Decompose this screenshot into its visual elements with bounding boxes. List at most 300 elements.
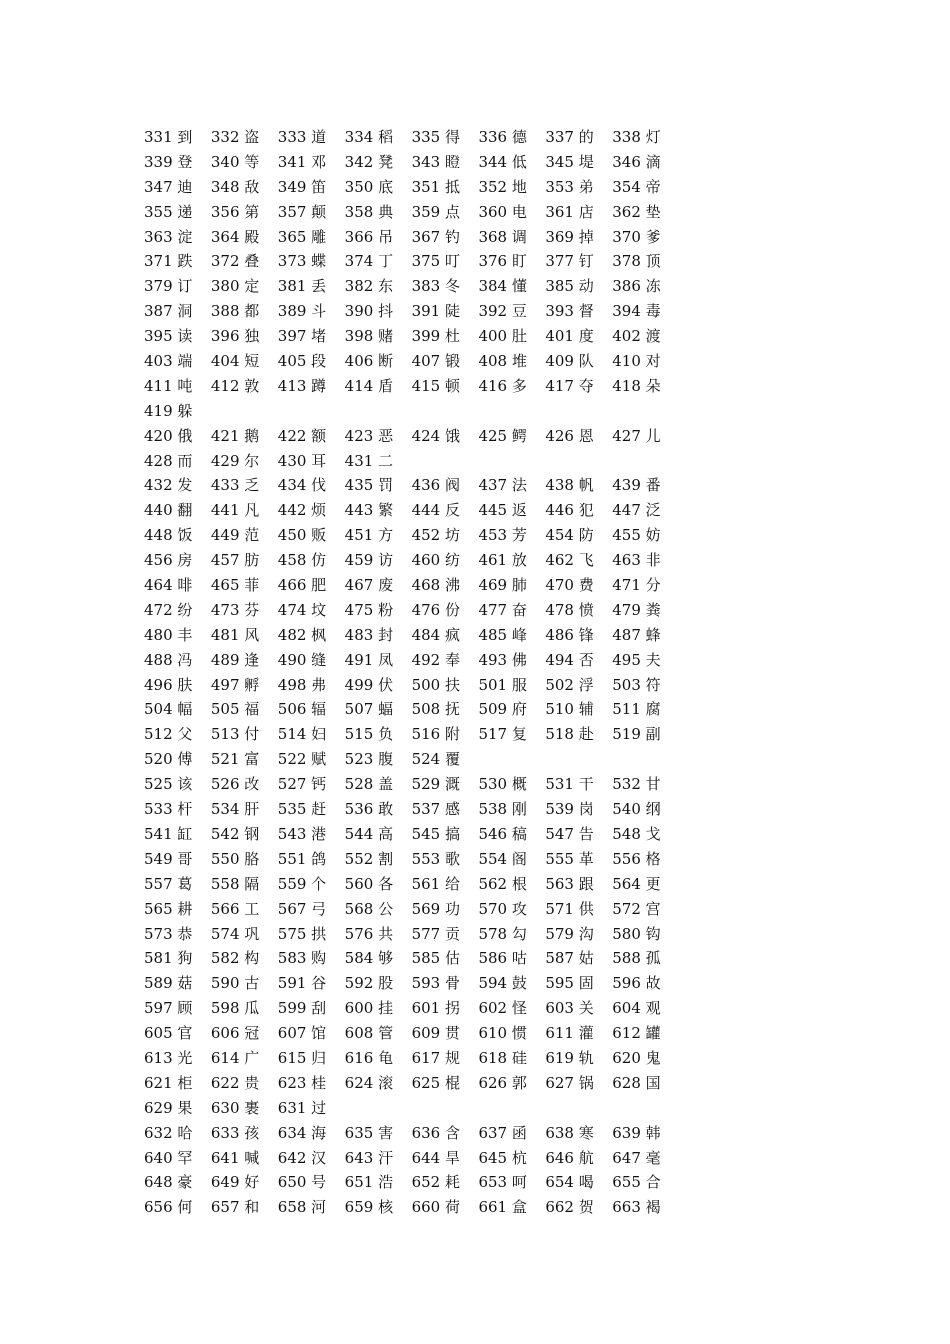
character-entry: 618 硅: [478, 1048, 527, 1067]
character-row: [144, 249, 684, 274]
character-entry: 395 读: [144, 327, 193, 346]
character-entry: 500 扶: [411, 675, 460, 694]
character-entry: 332 盗: [210, 128, 260, 146]
character-entry: 547 告: [545, 824, 594, 843]
character-entry: 543 港: [277, 824, 327, 843]
character-entry: 663 褐: [612, 1198, 661, 1217]
character-entry: 351 抵: [411, 177, 460, 196]
character-entry: 355 递: [144, 202, 193, 221]
character-row: [144, 1121, 684, 1146]
character-entry: 508 抚: [411, 700, 460, 719]
character-entry: 588 孤: [612, 949, 661, 968]
character-entry: 348 敌: [210, 177, 260, 196]
character-entry: 390 抖: [344, 302, 394, 321]
character-row: [144, 722, 684, 747]
character-entry: 595 固: [545, 974, 594, 993]
character-entry: 485 峰: [478, 625, 527, 644]
character-entry: 468 沸: [411, 576, 460, 595]
character-entry: 424 饿: [411, 426, 460, 445]
character-entry: 619 轨: [545, 1048, 594, 1067]
character-entry: 570 攻: [478, 899, 527, 918]
character-entry: 567 弓: [277, 899, 327, 918]
character-row: [144, 822, 684, 847]
character-entry: 476 份: [411, 600, 460, 619]
character-entry: 475 粉: [344, 600, 394, 619]
character-entry: 601 拐: [411, 999, 460, 1018]
character-row: [144, 648, 684, 673]
character-entry: 350 底: [344, 177, 394, 196]
character-entry: 454 防: [545, 526, 594, 545]
character-entry: 392 豆: [478, 302, 527, 321]
character-entry: 551 鸽: [277, 849, 327, 868]
character-entry: 416 多: [478, 376, 527, 395]
character-row: [144, 225, 684, 250]
character-entry: 526 改: [210, 775, 260, 794]
character-entry: 452 坊: [411, 526, 460, 545]
character-entry: 381 丢: [277, 277, 327, 296]
character-entry: 643 汗: [344, 1148, 394, 1167]
character-entry: 534 肝: [210, 800, 260, 819]
character-entry: 661 盒: [478, 1198, 527, 1217]
character-entry: 495 夫: [612, 650, 661, 669]
character-entry: 631 过: [277, 1098, 327, 1117]
character-entry: 412 敦: [210, 376, 260, 395]
character-entry: 448 饭: [144, 526, 193, 545]
character-entry: 637 函: [478, 1123, 527, 1142]
character-entry: 651 浩: [344, 1173, 394, 1192]
character-entry: 466 肥: [277, 576, 327, 595]
character-row: [144, 1096, 684, 1121]
character-entry: 660 荷: [411, 1198, 460, 1217]
character-entry: 586 咕: [478, 949, 527, 968]
character-entry: 437 法: [478, 476, 527, 495]
character-entry: 589 菇: [144, 974, 193, 993]
character-entry: 473 芬: [210, 600, 260, 619]
character-entry: 362 垫: [612, 202, 661, 221]
character-row: [144, 623, 684, 648]
character-entry: 396 独: [210, 327, 260, 346]
character-entry: 439 番: [612, 476, 661, 495]
character-row: [144, 697, 684, 722]
character-entry: 523 腹: [344, 750, 394, 769]
character-entry: 375 叮: [411, 252, 460, 271]
character-row: [144, 548, 684, 573]
character-entry: 541 缸: [144, 824, 193, 843]
character-entry: 585 估: [411, 949, 460, 968]
character-entry: 542 钢: [210, 824, 260, 843]
character-row: [144, 424, 684, 449]
character-entry: 460 纺: [411, 551, 460, 570]
character-entry: 461 放: [478, 551, 527, 570]
character-row: [144, 897, 684, 922]
character-entry: 380 定: [210, 277, 260, 296]
character-row: [144, 449, 684, 474]
character-entry: 366 吊: [344, 227, 394, 246]
character-entry: 474 坟: [277, 600, 327, 619]
character-entry: 407 锻: [411, 352, 460, 371]
character-entry: 640 罕: [144, 1148, 193, 1167]
character-entry: 428 而: [144, 451, 193, 470]
character-entry: 403 端: [144, 352, 193, 371]
character-entry: 517 复: [478, 725, 527, 744]
character-entry: 507 蝠: [344, 700, 394, 719]
character-entry: 504 幅: [144, 700, 193, 719]
character-entry: 571 供: [545, 899, 594, 918]
character-entry: 457 肪: [210, 551, 260, 570]
character-entry: 467 废: [344, 576, 394, 595]
character-entry: 629 果: [144, 1098, 193, 1117]
character-entry: 413 蹲: [277, 376, 327, 395]
character-entry: 331 到: [144, 128, 193, 146]
character-row: [144, 1170, 684, 1195]
character-entry: 372 叠: [210, 252, 260, 271]
character-entry: 564 更: [612, 874, 661, 893]
character-entry: 397 堵: [277, 327, 327, 346]
character-entry: 490 缝: [277, 650, 327, 669]
character-entry: 488 冯: [144, 650, 193, 669]
character-entry: 491 凤: [344, 650, 394, 669]
character-entry: 561 给: [411, 874, 460, 893]
character-row: [144, 299, 684, 324]
character-entry: 519 副: [612, 725, 661, 744]
character-entry: 520 傅: [144, 750, 193, 769]
character-entry: 518 赴: [545, 725, 594, 744]
character-row: [144, 598, 684, 623]
character-entry: 568 公: [344, 899, 394, 918]
character-entry: 527 钙: [277, 775, 327, 794]
character-entry: 358 典: [344, 202, 394, 221]
character-entry: 612 罐: [612, 1024, 661, 1043]
character-entry: 602 怪: [478, 999, 527, 1018]
character-entry: 544 高: [344, 824, 394, 843]
character-entry: 655 合: [612, 1173, 661, 1192]
character-entry: 419 躲: [144, 401, 193, 420]
character-entry: 582 构: [210, 949, 260, 968]
character-row: [144, 125, 684, 150]
character-entry: 583 购: [277, 949, 327, 968]
character-entry: 451 方: [344, 526, 394, 545]
character-entry: 334 稻: [344, 128, 394, 146]
character-entry: 369 掉: [545, 227, 594, 246]
character-row: [144, 797, 684, 822]
character-entry: 607 馆: [277, 1024, 327, 1043]
character-entry: 444 反: [411, 501, 460, 520]
character-entry: 422 额: [277, 426, 327, 445]
character-entry: 487 蜂: [612, 625, 661, 644]
character-entry: 553 歌: [411, 849, 460, 868]
character-entry: 347 迪: [144, 177, 193, 196]
character-entry: 365 雕: [277, 227, 327, 246]
character-row: [144, 150, 684, 175]
character-row: [144, 200, 684, 225]
character-entry: 458 仿: [277, 551, 327, 570]
character-entry: 614 广: [210, 1048, 260, 1067]
character-entry: 414 盾: [344, 376, 394, 395]
character-entry: 445 返: [478, 501, 527, 520]
character-entry: 425 鳄: [478, 426, 527, 445]
character-entry: 506 辐: [277, 700, 327, 719]
character-entry: 603 关: [545, 999, 594, 1018]
character-entry: 484 疯: [411, 625, 460, 644]
character-entry: 599 刮: [277, 999, 327, 1018]
character-entry: 501 服: [478, 675, 527, 694]
character-entry: 429 尔: [210, 451, 260, 470]
character-entry: 502 浮: [545, 675, 594, 694]
character-entry: 471 分: [612, 576, 661, 595]
character-entry: 387 洞: [144, 302, 193, 321]
character-entry: 632 哈: [144, 1123, 193, 1142]
character-entry: 562 根: [478, 874, 527, 893]
character-entry: 443 繁: [344, 501, 394, 520]
character-entry: 411 吨: [144, 376, 193, 395]
character-row: [144, 473, 684, 498]
character-entry: 576 共: [344, 924, 394, 943]
character-entry: 531 干: [545, 775, 594, 794]
character-entry: 421 鹅: [210, 426, 260, 445]
character-entry: 662 贺: [545, 1198, 594, 1217]
character-entry: 389 斗: [277, 302, 327, 321]
character-entry: 363 淀: [144, 227, 193, 246]
character-entry: 646 航: [545, 1148, 594, 1167]
character-entry: 440 翻: [144, 501, 193, 520]
character-entry: 379 订: [144, 277, 193, 296]
character-entry: 540 纲: [612, 800, 661, 819]
character-entry: 462 飞: [545, 551, 594, 570]
character-entry: 535 赶: [277, 800, 327, 819]
character-entry: 340 等: [210, 152, 260, 171]
character-entry: 479 粪: [612, 600, 661, 619]
character-entry: 463 非: [612, 551, 661, 570]
character-entry: 516 附: [411, 725, 460, 744]
character-entry: 604 观: [612, 999, 661, 1018]
character-entry: 590 古: [210, 974, 260, 993]
character-entry: 565 耕: [144, 899, 193, 918]
character-row: [144, 523, 684, 548]
character-entry: 645 杭: [478, 1148, 527, 1167]
character-entry: 464 啡: [144, 576, 193, 595]
character-list: [144, 125, 684, 1220]
character-entry: 438 帆: [545, 476, 594, 495]
character-entry: 529 溉: [411, 775, 460, 794]
character-entry: 499 伏: [344, 675, 394, 694]
character-entry: 435 罚: [344, 476, 394, 495]
character-entry: 609 贯: [411, 1024, 460, 1043]
character-entry: 399 杜: [411, 327, 460, 346]
character-entry: 536 敢: [344, 800, 394, 819]
character-entry: 377 钉: [545, 252, 594, 271]
character-entry: 580 钩: [612, 924, 661, 943]
character-entry: 558 隔: [210, 874, 260, 893]
character-row: [144, 772, 684, 797]
character-entry: 533 杆: [144, 800, 193, 819]
character-entry: 359 点: [411, 202, 460, 221]
character-entry: 378 顶: [612, 252, 661, 271]
character-entry: 465 菲: [210, 576, 260, 595]
character-entry: 450 贩: [277, 526, 327, 545]
character-entry: 342 凳: [344, 152, 394, 171]
character-entry: 373 蝶: [277, 252, 327, 271]
character-entry: 593 骨: [411, 974, 460, 993]
character-entry: 446 犯: [545, 501, 594, 520]
character-entry: 597 顾: [144, 999, 193, 1018]
character-row: [144, 1146, 684, 1171]
character-entry: 408 堆: [478, 352, 527, 371]
character-entry: 449 范: [210, 526, 260, 545]
character-entry: 594 鼓: [478, 974, 527, 993]
character-entry: 635 害: [344, 1123, 394, 1142]
character-entry: 627 锅: [545, 1073, 594, 1092]
character-entry: 427 儿: [612, 426, 661, 445]
character-row: [144, 175, 684, 200]
character-entry: 647 毫: [612, 1148, 661, 1167]
character-entry: 442 烦: [277, 501, 327, 520]
character-entry: 617 规: [411, 1048, 460, 1067]
character-entry: 337 的: [545, 128, 594, 146]
character-entry: 356 第: [210, 202, 260, 221]
character-entry: 548 戈: [612, 824, 661, 843]
character-entry: 515 负: [344, 725, 394, 744]
character-entry: 493 佛: [478, 650, 527, 669]
character-entry: 433 乏: [210, 476, 260, 495]
character-entry: 393 督: [545, 302, 594, 321]
character-entry: 630 裹: [210, 1098, 260, 1117]
character-row: [144, 498, 684, 523]
character-row: [144, 1195, 684, 1220]
character-entry: 539 岗: [545, 800, 594, 819]
character-entry: 579 沟: [545, 924, 594, 943]
character-entry: 420 俄: [144, 426, 193, 445]
character-entry: 354 帝: [612, 177, 661, 196]
character-entry: 608 管: [344, 1024, 394, 1043]
character-entry: 336 德: [478, 128, 527, 146]
character-entry: 441 凡: [210, 501, 260, 520]
character-entry: 343 瞪: [411, 152, 460, 171]
character-entry: 605 官: [144, 1024, 193, 1043]
character-entry: 569 功: [411, 899, 460, 918]
character-entry: 600 挂: [344, 999, 394, 1018]
character-entry: 384 懂: [478, 277, 527, 296]
character-entry: 560 各: [344, 874, 394, 893]
character-entry: 578 勾: [478, 924, 527, 943]
character-entry: 436 阀: [411, 476, 460, 495]
character-entry: 611 灌: [545, 1024, 594, 1043]
character-entry: 621 柜: [144, 1073, 193, 1092]
character-entry: 639 韩: [612, 1123, 661, 1142]
character-entry: 636 含: [411, 1123, 460, 1142]
character-entry: 537 感: [411, 800, 460, 819]
character-entry: 353 弟: [545, 177, 594, 196]
character-entry: 572 宫: [612, 899, 661, 918]
character-entry: 405 段: [277, 352, 327, 371]
character-entry: 616 龟: [344, 1048, 394, 1067]
character-row: [144, 971, 684, 996]
character-entry: 509 府: [478, 700, 527, 719]
character-entry: 391 陡: [411, 302, 460, 321]
character-entry: 456 房: [144, 551, 193, 570]
character-entry: 566 工: [210, 899, 260, 918]
character-entry: 333 道: [277, 128, 327, 146]
character-entry: 532 甘: [612, 775, 661, 794]
character-entry: 514 妇: [277, 725, 327, 744]
character-entry: 394 毒: [612, 302, 661, 321]
character-entry: 374 丁: [344, 252, 394, 271]
character-entry: 512 父: [144, 725, 193, 744]
character-entry: 575 拱: [277, 924, 327, 943]
character-entry: 513 付: [210, 725, 260, 744]
character-entry: 626 郭: [478, 1073, 527, 1092]
character-entry: 606 冠: [210, 1024, 260, 1043]
character-entry: 335 得: [411, 128, 460, 146]
character-entry: 357 颠: [277, 202, 327, 221]
character-entry: 556 格: [612, 849, 661, 868]
character-entry: 505 福: [210, 700, 260, 719]
character-entry: 654 喝: [545, 1173, 594, 1192]
character-entry: 638 寒: [545, 1123, 594, 1142]
character-entry: 555 革: [545, 849, 594, 868]
character-entry: 554 阁: [478, 849, 527, 868]
character-entry: 592 股: [344, 974, 394, 993]
character-entry: 587 姑: [545, 949, 594, 968]
character-entry: 633 孩: [210, 1123, 260, 1142]
character-entry: 382 东: [344, 277, 394, 296]
character-entry: 584 够: [344, 949, 394, 968]
character-entry: 496 肤: [144, 675, 193, 694]
character-entry: 367 钓: [411, 227, 460, 246]
character-entry: 418 朵: [612, 376, 661, 395]
character-entry: 478 愤: [545, 600, 594, 619]
character-entry: 546 稿: [478, 824, 527, 843]
character-row: [144, 274, 684, 299]
character-entry: 447 泛: [612, 501, 661, 520]
character-row: [144, 673, 684, 698]
character-entry: 470 费: [545, 576, 594, 595]
character-entry: 656 何: [144, 1198, 193, 1217]
character-entry: 482 枫: [277, 625, 327, 644]
character-entry: 338 灯: [612, 128, 661, 146]
character-entry: 360 电: [478, 202, 527, 221]
character-entry: 410 对: [612, 352, 661, 371]
character-entry: 370 爹: [612, 227, 661, 246]
character-entry: 538 刚: [478, 800, 527, 819]
character-entry: 524 覆: [411, 750, 460, 769]
character-entry: 641 喊: [210, 1148, 260, 1167]
character-entry: 469 肺: [478, 576, 527, 595]
character-entry: 477 奋: [478, 600, 527, 619]
character-entry: 349 笛: [277, 177, 327, 196]
character-entry: 415 顿: [411, 376, 460, 395]
character-entry: 648 豪: [144, 1173, 193, 1192]
character-entry: 610 惯: [478, 1024, 527, 1043]
character-entry: 549 哥: [144, 849, 193, 868]
character-entry: 371 跌: [144, 252, 193, 271]
character-row: [144, 747, 684, 772]
character-entry: 658 河: [277, 1198, 327, 1217]
character-entry: 497 孵: [210, 675, 260, 694]
character-entry: 345 堤: [545, 152, 594, 171]
character-entry: 498 弗: [277, 675, 327, 694]
character-entry: 400 肚: [478, 327, 527, 346]
character-entry: 492 奉: [411, 650, 460, 669]
character-entry: 521 富: [210, 750, 260, 769]
character-entry: 401 度: [545, 327, 594, 346]
character-entry: 472 纷: [144, 600, 193, 619]
character-entry: 459 访: [344, 551, 394, 570]
character-row: [144, 847, 684, 872]
character-entry: 483 封: [344, 625, 394, 644]
character-entry: 623 桂: [277, 1073, 327, 1092]
character-row: [144, 1046, 684, 1071]
character-entry: 511 腐: [612, 700, 661, 719]
